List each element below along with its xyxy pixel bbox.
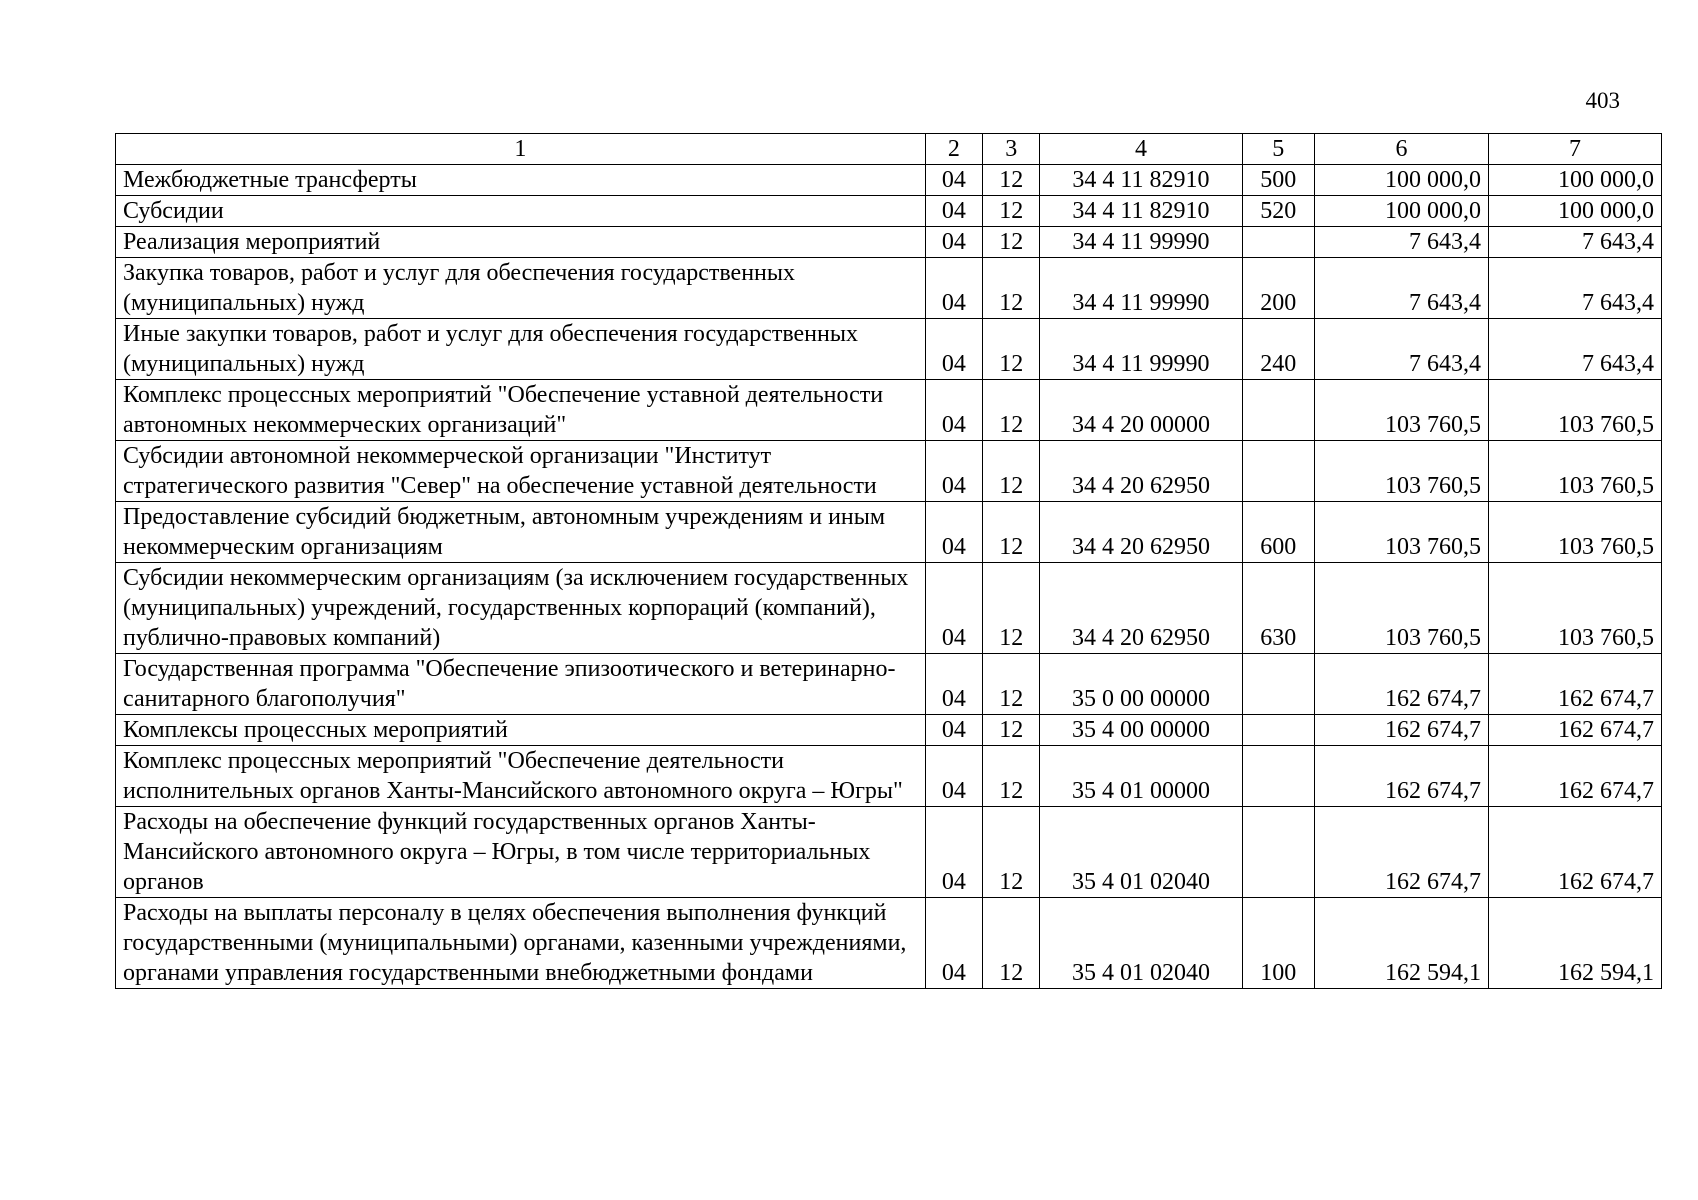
row-subsection: 12 (983, 196, 1040, 227)
row-amount-year-1: 103 760,5 (1314, 563, 1488, 654)
row-subsection: 12 (983, 898, 1040, 989)
row-name: Комплекс процессных мероприятий "Обеспечение деятельности исполнительных органов Ханты-Мансийского автономного округа – Югры" (116, 746, 926, 807)
row-section: 04 (925, 563, 982, 654)
row-expense-type (1242, 746, 1314, 807)
header-col-3: 3 (983, 134, 1040, 165)
header-row (116, 134, 1662, 165)
row-name: Комплекс процессных мероприятий "Обеспечение уставной деятельности автономных некоммерческих организаций" (116, 380, 926, 441)
row-expense-type (1242, 227, 1314, 258)
table-row (116, 654, 1662, 715)
row-amount-year-2: 162 674,7 (1488, 746, 1661, 807)
row-expense-type: 500 (1242, 165, 1314, 196)
row-target-code: 34 4 20 62950 (1040, 563, 1242, 654)
row-amount-year-1: 7 643,4 (1314, 319, 1488, 380)
row-amount-year-2: 162 674,7 (1488, 654, 1661, 715)
row-amount-year-2: 7 643,4 (1488, 227, 1661, 258)
row-subsection: 12 (983, 563, 1040, 654)
row-section: 04 (925, 715, 982, 746)
table-row (116, 196, 1662, 227)
row-amount-year-2: 100 000,0 (1488, 165, 1661, 196)
header-col-6: 6 (1314, 134, 1488, 165)
row-name: Предоставление субсидий бюджетным, автономным учреждениям и иным некоммерческим организациям (116, 502, 926, 563)
row-target-code: 34 4 11 82910 (1040, 165, 1242, 196)
row-amount-year-2: 162 594,1 (1488, 898, 1661, 989)
row-subsection: 12 (983, 258, 1040, 319)
row-expense-type: 100 (1242, 898, 1314, 989)
row-amount-year-2: 103 760,5 (1488, 380, 1661, 441)
row-subsection: 12 (983, 807, 1040, 898)
row-section: 04 (925, 196, 982, 227)
row-amount-year-1: 103 760,5 (1314, 441, 1488, 502)
row-name: Иные закупки товаров, работ и услуг для обеспечения государственных (муниципальных) нужд (116, 319, 926, 380)
row-name: Государственная программа "Обеспечение эпизоотического и ветеринарно-санитарного благополучия" (116, 654, 926, 715)
row-subsection: 12 (983, 441, 1040, 502)
row-section: 04 (925, 319, 982, 380)
table-row (116, 165, 1662, 196)
table-row (116, 563, 1662, 654)
row-amount-year-2: 103 760,5 (1488, 563, 1661, 654)
page-number: 403 (1585, 88, 1620, 113)
row-amount-year-2: 100 000,0 (1488, 196, 1661, 227)
row-subsection: 12 (983, 165, 1040, 196)
row-section: 04 (925, 898, 982, 989)
row-amount-year-1: 7 643,4 (1314, 258, 1488, 319)
row-expense-type: 240 (1242, 319, 1314, 380)
row-amount-year-2: 103 760,5 (1488, 502, 1661, 563)
row-section: 04 (925, 502, 982, 563)
row-amount-year-1: 162 674,7 (1314, 746, 1488, 807)
row-subsection: 12 (983, 380, 1040, 441)
row-name: Расходы на обеспечение функций государственных органов Ханты-Мансийского автономного округа – Югры, в том числе территориальных органов (116, 807, 926, 898)
table-body (116, 165, 1662, 989)
header-col-4: 4 (1040, 134, 1242, 165)
row-amount-year-2: 7 643,4 (1488, 258, 1661, 319)
row-expense-type (1242, 807, 1314, 898)
table-row (116, 746, 1662, 807)
row-target-code: 35 0 00 00000 (1040, 654, 1242, 715)
row-amount-year-1: 103 760,5 (1314, 380, 1488, 441)
row-expense-type: 200 (1242, 258, 1314, 319)
header-col-1: 1 (116, 134, 926, 165)
table-row (116, 227, 1662, 258)
header-col-5: 5 (1242, 134, 1314, 165)
table-row (116, 898, 1662, 989)
row-target-code: 35 4 00 00000 (1040, 715, 1242, 746)
row-expense-type: 520 (1242, 196, 1314, 227)
row-section: 04 (925, 441, 982, 502)
row-target-code: 34 4 11 99990 (1040, 258, 1242, 319)
row-section: 04 (925, 165, 982, 196)
row-section: 04 (925, 807, 982, 898)
row-target-code: 35 4 01 02040 (1040, 898, 1242, 989)
row-name: Комплексы процессных мероприятий (116, 715, 926, 746)
row-name: Субсидии некоммерческим организациям (за исключением государственных (муниципальных) учреждений, государственных корпораций (компаний), публично-правовых компаний) (116, 563, 926, 654)
row-target-code: 34 4 20 62950 (1040, 441, 1242, 502)
row-target-code: 34 4 11 99990 (1040, 227, 1242, 258)
row-section: 04 (925, 227, 982, 258)
row-subsection: 12 (983, 746, 1040, 807)
row-amount-year-1: 162 674,7 (1314, 654, 1488, 715)
row-subsection: 12 (983, 654, 1040, 715)
row-subsection: 12 (983, 715, 1040, 746)
row-target-code: 34 4 20 62950 (1040, 502, 1242, 563)
table-row (116, 258, 1662, 319)
row-amount-year-1: 100 000,0 (1314, 165, 1488, 196)
row-section: 04 (925, 654, 982, 715)
row-amount-year-1: 100 000,0 (1314, 196, 1488, 227)
row-name: Расходы на выплаты персоналу в целях обеспечения выполнения функций государственными (муниципальными) органами, казенными учреждениями, органами управления государственными внебюджетными фондами (116, 898, 926, 989)
row-amount-year-1: 162 674,7 (1314, 715, 1488, 746)
row-target-code: 35 4 01 02040 (1040, 807, 1242, 898)
row-target-code: 34 4 11 99990 (1040, 319, 1242, 380)
row-section: 04 (925, 258, 982, 319)
row-subsection: 12 (983, 227, 1040, 258)
row-target-code: 35 4 01 00000 (1040, 746, 1242, 807)
header-col-2: 2 (925, 134, 982, 165)
row-amount-year-1: 162 594,1 (1314, 898, 1488, 989)
row-expense-type: 630 (1242, 563, 1314, 654)
row-name: Межбюджетные трансферты (116, 165, 926, 196)
row-subsection: 12 (983, 502, 1040, 563)
row-amount-year-2: 162 674,7 (1488, 715, 1661, 746)
row-amount-year-2: 162 674,7 (1488, 807, 1661, 898)
row-expense-type (1242, 380, 1314, 441)
row-target-code: 34 4 11 82910 (1040, 196, 1242, 227)
table-row (116, 807, 1662, 898)
row-name: Субсидии автономной некоммерческой организации "Институт стратегического развития "Север" на обеспечение уставной деятельности (116, 441, 926, 502)
row-amount-year-2: 7 643,4 (1488, 319, 1661, 380)
header-col-7: 7 (1488, 134, 1661, 165)
row-expense-type: 600 (1242, 502, 1314, 563)
row-name: Субсидии (116, 196, 926, 227)
row-expense-type (1242, 715, 1314, 746)
row-section: 04 (925, 380, 982, 441)
row-expense-type (1242, 441, 1314, 502)
row-amount-year-1: 162 674,7 (1314, 807, 1488, 898)
row-name: Закупка товаров, работ и услуг для обеспечения государственных (муниципальных) нужд (116, 258, 926, 319)
row-section: 04 (925, 746, 982, 807)
row-subsection: 12 (983, 319, 1040, 380)
row-amount-year-1: 103 760,5 (1314, 502, 1488, 563)
row-amount-year-1: 7 643,4 (1314, 227, 1488, 258)
row-name: Реализация мероприятий (116, 227, 926, 258)
row-expense-type (1242, 654, 1314, 715)
table-row (116, 319, 1662, 380)
table-row (116, 715, 1662, 746)
table-row (116, 502, 1662, 563)
table-row (116, 441, 1662, 502)
row-target-code: 34 4 20 00000 (1040, 380, 1242, 441)
table-row (116, 380, 1662, 441)
budget-table (115, 133, 1662, 989)
row-amount-year-2: 103 760,5 (1488, 441, 1661, 502)
